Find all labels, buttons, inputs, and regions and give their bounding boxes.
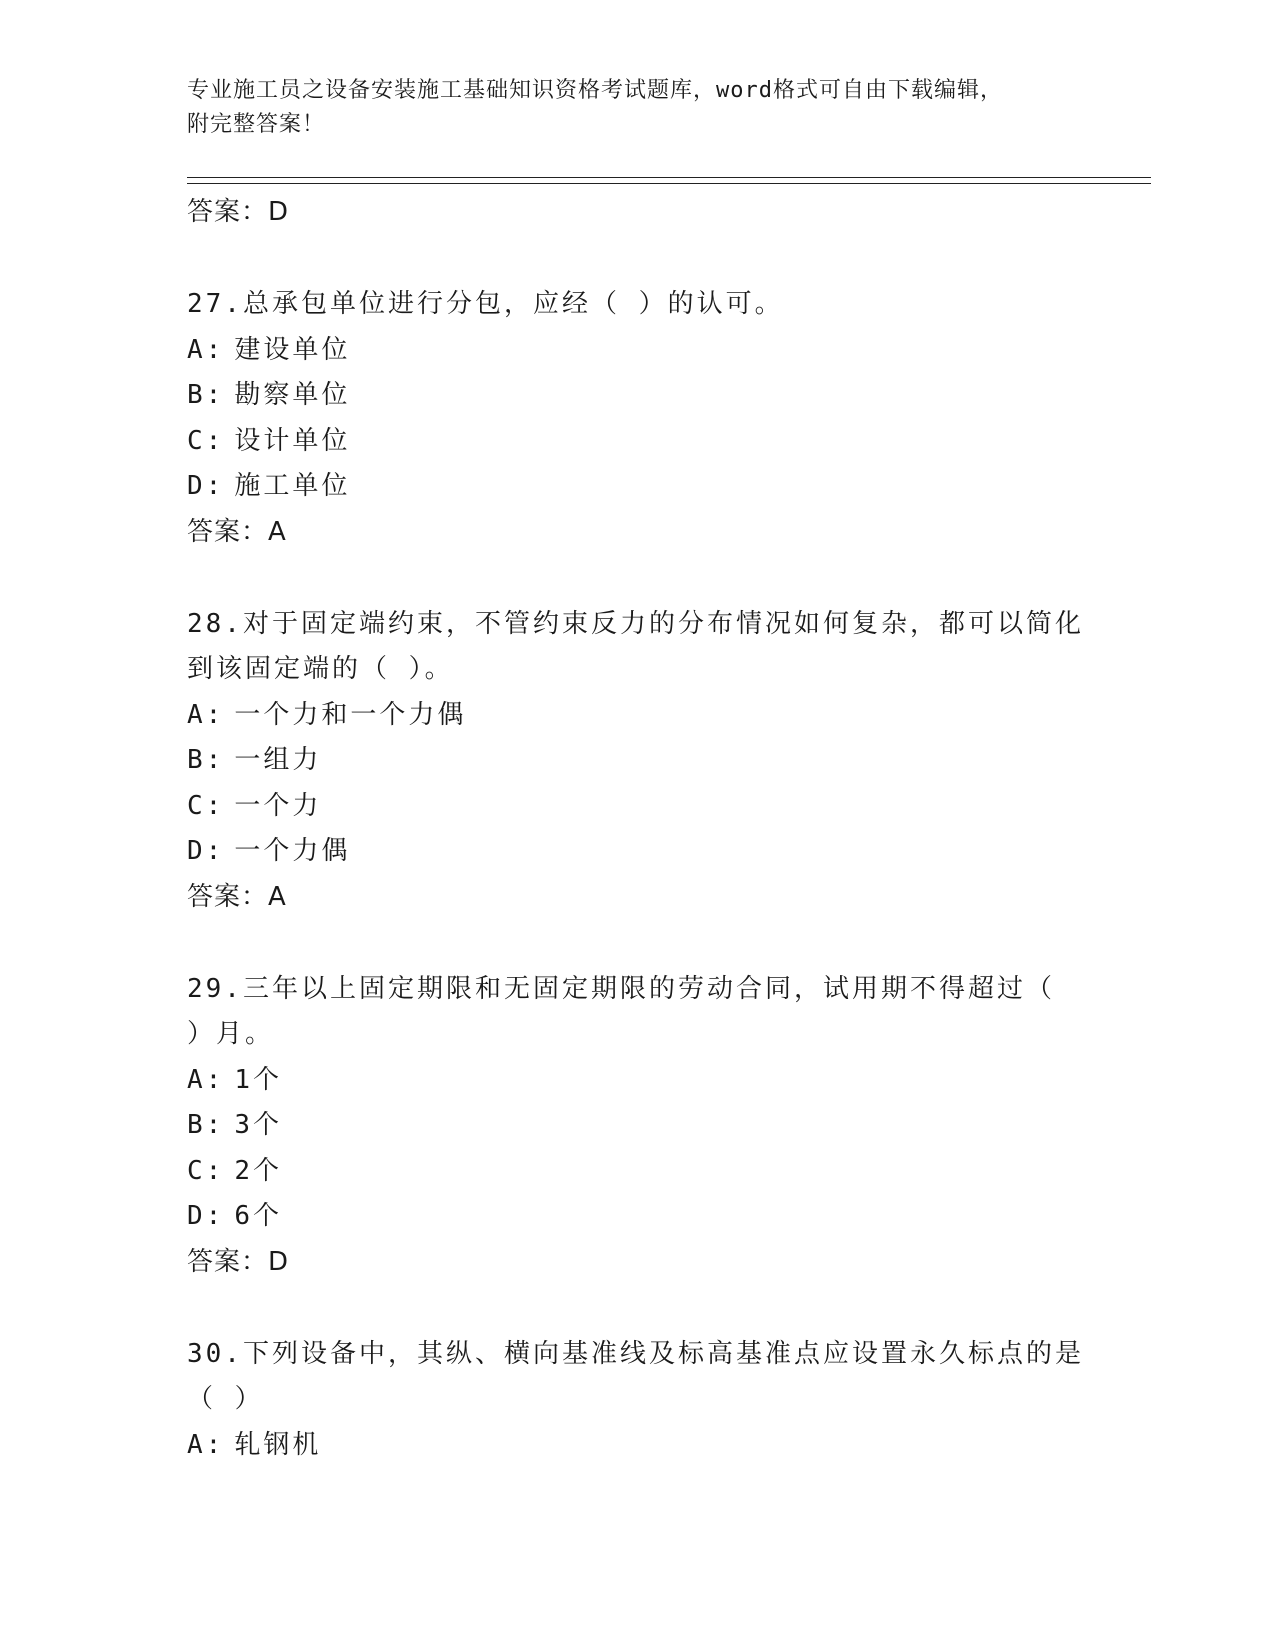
question-stem [187, 602, 1087, 648]
question-stem-line: 下列设备中，其纵、横向基准线及标高基准点应设置永久标点的是 [242, 1338, 1084, 1369]
question-number: 28. [187, 608, 243, 639]
header-divider-bottom [187, 183, 1151, 184]
option-key: B: [187, 380, 225, 410]
option-key: B: [187, 745, 225, 775]
question-30 [187, 1332, 1087, 1469]
option-a [187, 1423, 1087, 1469]
option-c [187, 1149, 1087, 1195]
option-d [187, 1194, 1087, 1240]
option-b [187, 738, 1087, 784]
option-text: 一个力 [234, 790, 322, 821]
question-number: 30. [187, 1338, 243, 1369]
option-key: D: [187, 471, 225, 501]
option-key: B: [187, 1110, 225, 1140]
option-c [187, 784, 1087, 830]
question-number: 29. [187, 973, 243, 1004]
question-stem [187, 967, 1087, 1013]
option-key: A: [187, 699, 225, 730]
question-list [187, 190, 1087, 1468]
answer-value: D [268, 197, 290, 227]
answer-value: A [268, 881, 287, 912]
document-header [187, 74, 1067, 142]
question-stem-line: 到该固定端的（ ）。 [187, 654, 454, 684]
option-text: 一组力 [234, 745, 322, 775]
question-stem [187, 1332, 1087, 1378]
answer-label: 答案： [187, 1246, 269, 1277]
header-line-2: 附完整答案！ [187, 112, 326, 137]
option-text: 1个 [234, 1064, 282, 1095]
answer-line [187, 510, 1087, 555]
question-stem-line: 总承包单位进行分包，应经（ ）的认可。 [242, 289, 784, 319]
question-number: 27. [187, 289, 243, 319]
answer-line [187, 1240, 1087, 1285]
option-b [187, 373, 1087, 419]
answer-line [187, 875, 1087, 920]
question-stem-line: （ ） [187, 1384, 264, 1414]
option-text: 一个力和一个力偶 [234, 699, 467, 730]
answer-label: 答案： [187, 516, 269, 547]
option-a [187, 693, 1087, 739]
option-key: C: [187, 1155, 225, 1186]
answer-line [187, 190, 1087, 235]
option-text: 3个 [234, 1110, 282, 1140]
question-28 [187, 602, 1087, 920]
question-stem-line: 对于固定端约束，不管约束反力的分布情况如何复杂，都可以简化 [242, 608, 1084, 639]
option-text: 建设单位 [234, 334, 351, 365]
option-b [187, 1103, 1087, 1149]
option-text: 设计单位 [234, 425, 351, 456]
question-29 [187, 967, 1087, 1285]
option-key: C: [187, 425, 225, 456]
option-a [187, 328, 1087, 374]
option-c [187, 419, 1087, 465]
answer-label: 答案： [187, 197, 269, 227]
answer-value: A [268, 516, 287, 547]
option-text: 勘察单位 [234, 380, 351, 410]
question-stem [187, 282, 1087, 328]
option-text: 6个 [234, 1201, 282, 1231]
option-text: 施工单位 [234, 471, 351, 501]
option-text: 轧钢机 [234, 1429, 322, 1460]
option-d [187, 829, 1087, 875]
option-key: A: [187, 1064, 225, 1095]
question-27 [187, 282, 1087, 555]
header-divider-top [187, 177, 1151, 178]
option-text: 一个力偶 [234, 836, 351, 866]
option-key: A: [187, 334, 225, 365]
header-line-1: 专业施工员之设备安装施工基础知识资格考试题库，word格式可自由下载编辑， [187, 78, 1003, 103]
question-stem-line: 三年以上固定期限和无固定期限的劳动合同，试用期不得超过（ [242, 973, 1055, 1004]
answer-label: 答案： [187, 881, 269, 912]
option-key: C: [187, 790, 225, 821]
answer-value: D [268, 1246, 290, 1277]
option-key: A: [187, 1429, 225, 1460]
option-key: D: [187, 1201, 225, 1231]
option-a [187, 1058, 1087, 1104]
question-stem-line: ）月。 [187, 1019, 275, 1049]
question-stem-continuation [187, 1377, 1087, 1423]
question-stem-continuation [187, 1012, 1087, 1058]
option-text: 2个 [234, 1155, 282, 1186]
question-stem-continuation [187, 647, 1087, 693]
option-d [187, 464, 1087, 510]
option-key: D: [187, 836, 225, 866]
